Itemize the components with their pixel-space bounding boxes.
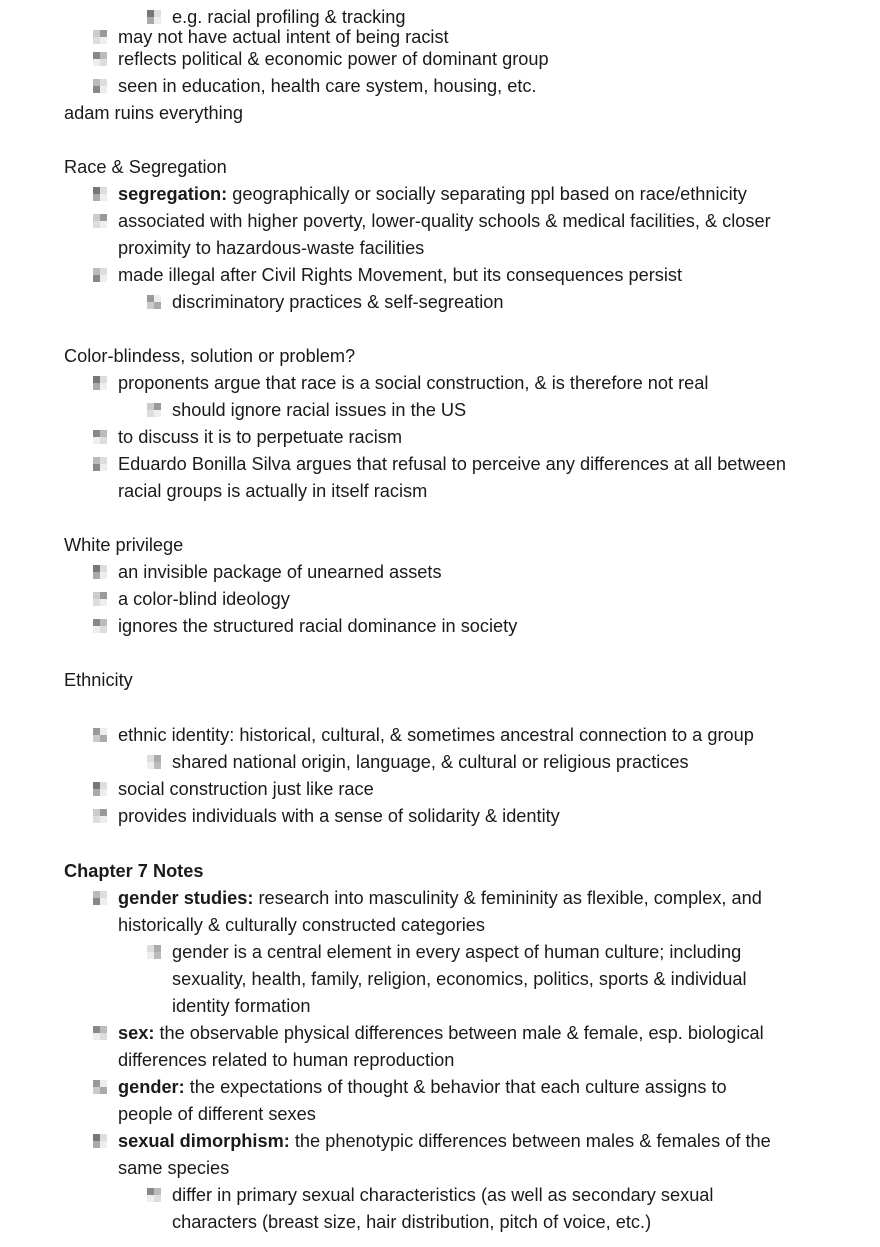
bullet-icon <box>93 809 107 823</box>
item-text: identity formation <box>172 996 311 1016</box>
bullet-icon <box>93 1026 107 1040</box>
list-item <box>118 803 560 830</box>
item-text: sexuality, health, family, religion, economics, politics, sports & individual <box>172 969 747 989</box>
bullet-icon <box>93 30 107 44</box>
list-item <box>118 181 747 208</box>
bullet-icon <box>147 403 161 417</box>
bullet-icon <box>93 430 107 444</box>
item-text: ethnic identity: historical, cultural, & sometimes ancestral connection to a group <box>118 725 754 745</box>
section-heading <box>64 154 227 181</box>
item-text: e.g. racial profiling & tracking <box>172 7 406 27</box>
bullet-icon <box>93 592 107 606</box>
bullet-icon <box>147 945 161 959</box>
list-item <box>118 912 485 939</box>
section-heading <box>64 100 243 127</box>
bullet-icon <box>93 1134 107 1148</box>
section-heading <box>64 858 203 885</box>
bullet-icon <box>93 457 107 471</box>
bullet-icon <box>93 79 107 93</box>
bullet-icon <box>93 891 107 905</box>
list-item <box>118 262 682 289</box>
bullet-icon <box>93 187 107 201</box>
item-text: a color-blind ideology <box>118 589 290 609</box>
list-item <box>118 1128 771 1155</box>
item-text: adam ruins everything <box>64 103 243 123</box>
bullet-icon <box>93 376 107 390</box>
list-item <box>172 939 741 966</box>
bullet-icon <box>93 728 107 742</box>
bold-term: gender: <box>118 1077 185 1097</box>
item-text: Ethnicity <box>64 670 133 690</box>
list-item <box>172 993 311 1020</box>
list-item <box>172 289 504 316</box>
section-heading <box>64 667 133 694</box>
list-item <box>118 586 290 613</box>
item-text: the expectations of thought & behavior that each culture assigns to <box>184 1077 727 1097</box>
item-text: made illegal after Civil Rights Movement, but its consequences persist <box>118 265 683 285</box>
item-text: the phenotypic differences between males & females of the <box>289 1131 771 1151</box>
item-text: reflects political & economic power of dominant group <box>118 49 549 69</box>
bullet-icon <box>93 1080 107 1094</box>
item-text: the observable physical differences between male & female, esp. biological <box>154 1023 764 1043</box>
list-item <box>118 478 427 505</box>
item-text: Color-blindess, solution or problem? <box>64 346 356 366</box>
bullet-icon <box>93 565 107 579</box>
item-text: associated with higher poverty, lower-quality schools & medical facilities, & closer <box>118 211 771 231</box>
item-text: Eduardo Bonilla Silva argues that refusal to perceive any differences at all between <box>118 454 786 474</box>
list-item <box>118 559 442 586</box>
section-heading <box>64 343 355 370</box>
bullet-icon <box>93 619 107 633</box>
item-text: differences related to human reproduction <box>118 1050 455 1070</box>
bullet-icon <box>147 755 161 769</box>
item-text: ignores the structured racial dominance in society <box>118 616 518 636</box>
item-text: shared national origin, language, & cultural or religious practices <box>172 752 689 772</box>
bullet-icon <box>93 52 107 66</box>
item-text: proximity to hazardous-waste facilities <box>118 238 425 258</box>
item-text: proponents argue that race is a social construction, & is therefore not real <box>118 373 709 393</box>
list-item <box>172 1182 713 1209</box>
item-text: seen in education, health care system, housing, etc. <box>118 76 537 96</box>
bullet-icon <box>93 782 107 796</box>
list-item <box>118 235 424 262</box>
list-item <box>118 1047 454 1074</box>
bullet-icon <box>147 1188 161 1202</box>
list-item <box>118 1074 727 1101</box>
item-text: characters (breast size, hair distribution, pitch of voice, etc.) <box>172 1212 652 1232</box>
list-item <box>118 1101 316 1128</box>
list-item <box>172 749 689 776</box>
list-item <box>118 451 786 478</box>
list-item <box>118 722 754 749</box>
list-item <box>118 73 537 100</box>
bullet-icon <box>147 295 161 309</box>
item-text: Race & Segregation <box>64 157 227 177</box>
list-item <box>172 966 747 993</box>
list-item <box>118 613 517 640</box>
bold-term: gender studies: <box>118 888 254 908</box>
list-item <box>118 885 762 912</box>
bold-term: segregation: <box>118 184 228 204</box>
list-item <box>118 776 374 803</box>
bold-term: sex: <box>118 1023 155 1043</box>
list-item <box>118 1155 229 1182</box>
section-heading <box>64 532 183 559</box>
item-text: White privilege <box>64 535 184 555</box>
item-text: same species <box>118 1158 230 1178</box>
item-text: may not have actual intent of being racist <box>118 27 449 47</box>
bullet-icon <box>147 10 161 24</box>
item-text: geographically or socially separating ppl based on race/ethnicity <box>227 184 747 204</box>
bold-term: sexual dimorphism: <box>118 1131 290 1151</box>
item-text: provides individuals with a sense of solidarity & identity <box>118 806 560 826</box>
item-text: differ in primary sexual characteristics (as well as secondary sexual <box>172 1185 714 1205</box>
item-text: historically & culturally constructed categories <box>118 915 485 935</box>
item-text: discriminatory practices & self-segreation <box>172 292 504 312</box>
item-text: research into masculinity & femininity as flexible, complex, and <box>253 888 762 908</box>
item-text: people of different sexes <box>118 1104 316 1124</box>
list-item <box>118 46 549 73</box>
list-item <box>118 424 402 451</box>
list-item <box>118 370 708 397</box>
item-text: an invisible package of unearned assets <box>118 562 442 582</box>
item-text: should ignore racial issues in the US <box>172 400 467 420</box>
item-text: social construction just like race <box>118 779 374 799</box>
item-text: to discuss it is to perpetuate racism <box>118 427 403 447</box>
list-item <box>118 1020 764 1047</box>
list-item <box>118 208 771 235</box>
list-item <box>172 1209 651 1236</box>
bold-term: Chapter 7 Notes <box>64 861 204 881</box>
bullet-icon <box>93 268 107 282</box>
bullet-icon <box>93 214 107 228</box>
list-item <box>172 397 466 424</box>
item-text: gender is a central element in every aspect of human culture; including <box>172 942 742 962</box>
item-text: racial groups is actually in itself racism <box>118 481 428 501</box>
